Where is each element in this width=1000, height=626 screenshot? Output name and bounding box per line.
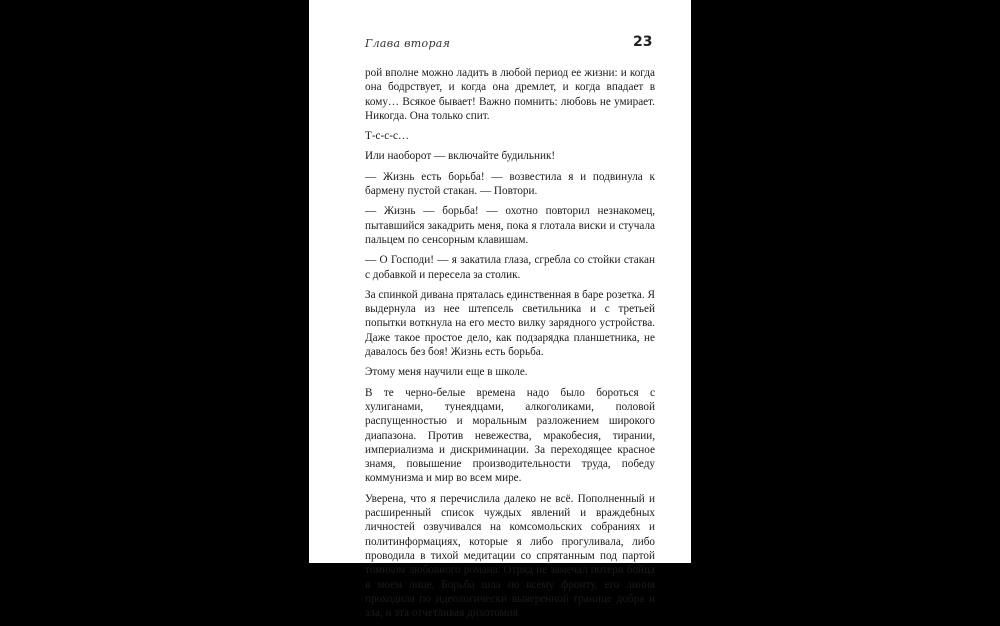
paragraph-3: Или наоборот — включайте будильник! bbox=[365, 150, 556, 163]
paragraph-10: Уверена, что я перечислила далеко не всё. Пополненный и расширенный список чуждых явлений и враждебных личностей озвучивался на комсомольских собраниях и политинформациях, которые я либо прогуливала, либо проводила в тихой медитации со спрятанным под партой томиком любовного романа. Отряд не замечал потери бойца в моем лице. Борьба шла по всему фронту, его линия проходила по идеологически выверенной границе добра и зла, и эта отчетливая дихотомия bbox=[365, 492, 655, 620]
paragraph-6: — О Господи! — я закатила глаза, сгребла со стойки стакан с добавкой и пересела за столик. bbox=[365, 254, 655, 281]
book-page bbox=[309, 0, 691, 620]
paragraph-7: За спинкой дивана пряталась единственная в баре розетка. Я выдернула из нее штепсель светильника и с третьей попытки воткнула на его место вилку зарядного устройства. Даже такое простое дело, как подзарядка планшетника, не давалось без боя! Жизнь есть борьба. bbox=[365, 288, 655, 359]
paragraph-2: Т-с-с-с… bbox=[365, 130, 410, 143]
body-text bbox=[365, 66, 655, 626]
paragraph-8: Этому меня научили еще в школе. bbox=[365, 366, 528, 379]
paragraph-1: рой вполне можно ладить в любой период ее жизни: и когда она бодрствует, и когда она дремлет, и когда впадает в кому… Всякое бывает! Важно помнить: любовь не умирает. Никогда. Она только спит. bbox=[365, 67, 655, 122]
paragraph-4: — Жизнь есть борьба! — возвестила я и подвинула к бармену пустой стакан. — Повтори. bbox=[365, 170, 655, 198]
paragraph-5: — Жизнь — борьба! — охотно повторил незнакомец, пытавшийся закадрить меня, пока я глотала виски и стучала пальцем по сенсорным клавишам. bbox=[365, 205, 655, 246]
running-head: Глава вторая bbox=[365, 37, 451, 50]
paragraph-9: В те черно-белые времена надо было бороться с хулиганами, тунеядцами, алкоголиками, половой распущенностью и моральным разложением широкого диапазона. Против невежества, мракобесия, тирании, империализма и дискриминации. За переходящее красное знамя, повышение производительности труда, победу коммунизма и мир во всем мире. bbox=[365, 386, 655, 485]
page-number: 23 bbox=[633, 34, 653, 50]
